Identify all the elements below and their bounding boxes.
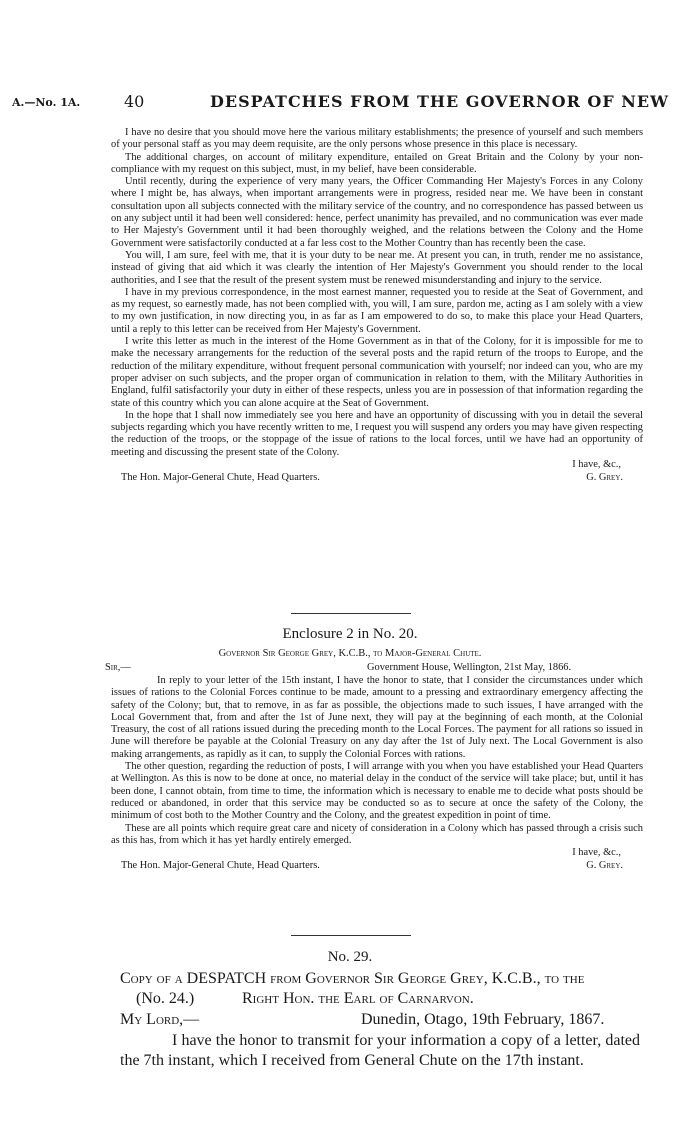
enclosure-body xyxy=(105,662,643,873)
running-title: DESPATCHES FROM THE GOVERNOR OF NEW xyxy=(210,92,670,111)
despatch-recipient: Right Hon. the Earl of Carnarvon. xyxy=(242,990,474,1007)
closing: I have, &c., xyxy=(572,459,621,471)
paragraph: The other question, regarding the reduction of posts, I will arrange with you when you have established your Head Quarters at Wellington. As this is now to be done at once, no material delay in the conduct of the service will take place; but, until it has been done, I cannot obtain, from time to time, the information which is necessary to enable me to decide what posts should be reduced or abandoned, in order that this service may be conducted so as to secure at once the safety of the Colony, the minimum of cost both to the Mother Country and the Colony, and the greatest expedition in point of time. xyxy=(111,761,643,822)
despatch-reference: (No. 24.) xyxy=(136,990,195,1007)
salutation: My Lord,— xyxy=(120,1011,200,1028)
section-divider xyxy=(291,613,411,614)
addressee: The Hon. Major-General Chute, Head Quarters. xyxy=(121,860,320,872)
paragraph: The additional charges, on account of military expenditure, entailed on Great Britain and the Colony by your non-compliance with my request on this subject, must, in my belief, have been considerable. xyxy=(111,151,643,175)
place-date: Government House, Wellington, 21st May, 1866. xyxy=(367,662,572,673)
paragraph: You will, I am sure, feel with me, that it is your duty to be near me. At present you can, in truth, render me no assistance, instead of giving that aid which it was clearly the intention of Her Majesty's Government you should render to the local authorities, and I see that the result of the present system must be renewed misunderstanding and injury to the service. xyxy=(111,249,643,286)
signature-line xyxy=(111,860,643,873)
paragraph: These are all points which require great care and nicety of consideration in a Colony which has passed through a crisis such as this has, from which it has yet hardly entirely emerged. xyxy=(111,822,643,846)
running-header xyxy=(12,92,692,114)
signature: G. Grey. xyxy=(586,860,623,872)
document-reference: A.—No. 1A. xyxy=(12,96,81,109)
page-number: 40 xyxy=(124,92,145,111)
closing: I have, &c., xyxy=(572,847,621,859)
place-date: Dunedin, Otago, 19th February, 1867. xyxy=(361,1011,605,1028)
signature-line xyxy=(111,472,643,485)
salutation-line xyxy=(105,662,643,675)
paragraph: I write this letter as much in the interest of the Home Government as in that of the Colony, for it is impossible for me to make the necessary arrangements for the reduction of the several posts and the rapid return of the troops to Europe, and the reduction of the military expenditure, without frequent personal communication with yourself; nor indeed can you, who are my proper adviser on such subjects, and the proper organ of communication in relation to them, with the Military Authorities in England, fulfil satisfactorily your duty in either of these respects, unless you are in possession of that information regarding the state of this country which you can alone acquire at the Seat of Government. xyxy=(111,336,643,409)
closing-line xyxy=(111,459,643,472)
salutation: Sir,— xyxy=(105,662,131,673)
paragraph: In reply to your letter of the 15th instant, I have the honor to state, that I consider the circumstances under which issues of rations to the Colonial Forces continue to be made, amount to a pressing and extraordinary emergency affecting the safety of the Colony; but, that to remove, in as far as possible, the objections made to such issues, I have arranged with the Local Government that, from and after the 1st of June next, they will pay at the beginning of each month, at the Colonial Treasury, the cost of all rations issued during the preceding month to the Local Forces. The payment for all rations so issued in June will therefore be payable at the Colonial Treasury on any day after the 1st of July next. The Local Government is also making arrangements, as rapidly as it can, to supply the Colonial Forces with rations. xyxy=(111,675,643,760)
letter-body xyxy=(111,127,643,485)
addressee: The Hon. Major-General Chute, Head Quarters. xyxy=(121,472,320,484)
paragraph: Until recently, during the experience of very many years, the Officer Commanding Her Majesty's Forces in any Colony where I might be, has always, when important arrangements were in progress, resided near me. We have been in constant consultation upon all subjects connected with the military service of the country, and no correspondence has passed between us on any subject until it had been well considered: hence, perfect unanimity has prevailed, and no communication was ever made to Her Majesty's Government until it had been thoroughly weighed, and the relations between the Colony and the Home Government were satisfactorily conducted at a far less cost to the Mother Country than has recently been the case. xyxy=(111,176,643,249)
closing-line xyxy=(111,847,643,860)
despatch-number: No. 29. xyxy=(327,949,373,965)
enclosure-subheading: Governor Sir George Grey, K.C.B., to Major-General Chute. xyxy=(218,648,482,659)
despatch-title: Copy of a DESPATCH from Governor Sir George Grey, K.C.B., to the xyxy=(120,970,585,987)
paragraph: I have in my previous correspondence, in the most earnest manner, requested you to reside at the Seat of Government, and as my request, so earnestly made, has not been complied with, you will, I am sure, pardon me, acting as I am solely with a view to my own justification, in now directing you, in as far as I am empowered to do so, to make this place your Head Quarters, until a reply to this letter can be received from Her Majesty's Government. xyxy=(111,286,643,335)
paragraph: I have no desire that you should move here the various military establishments; the presence of yourself and such members of your personal staff as you may deem requisite, are the only persons whose presence in this place is necessary. xyxy=(111,127,643,151)
enclosure-heading: Enclosure 2 in No. 20. xyxy=(282,626,418,642)
despatch-paragraph: I have the honor to transmit for your information a copy of a letter, dated the 7th instant, which I received from General Chute on the 17th instant. xyxy=(120,1032,640,1069)
section-divider xyxy=(291,935,411,936)
paragraph: In the hope that I shall now immediately see you here and have an opportunity of discussing with you in detail the several subjects regarding which you have recently written to me, I request you will suspend any orders you may have given respecting the reduction of the troops, or the stoppage of the issue of rations to the local forces, until we have had an opportunity of meeting and discussing the present state of the Colony. xyxy=(111,409,643,458)
signature: G. Grey. xyxy=(586,472,623,484)
